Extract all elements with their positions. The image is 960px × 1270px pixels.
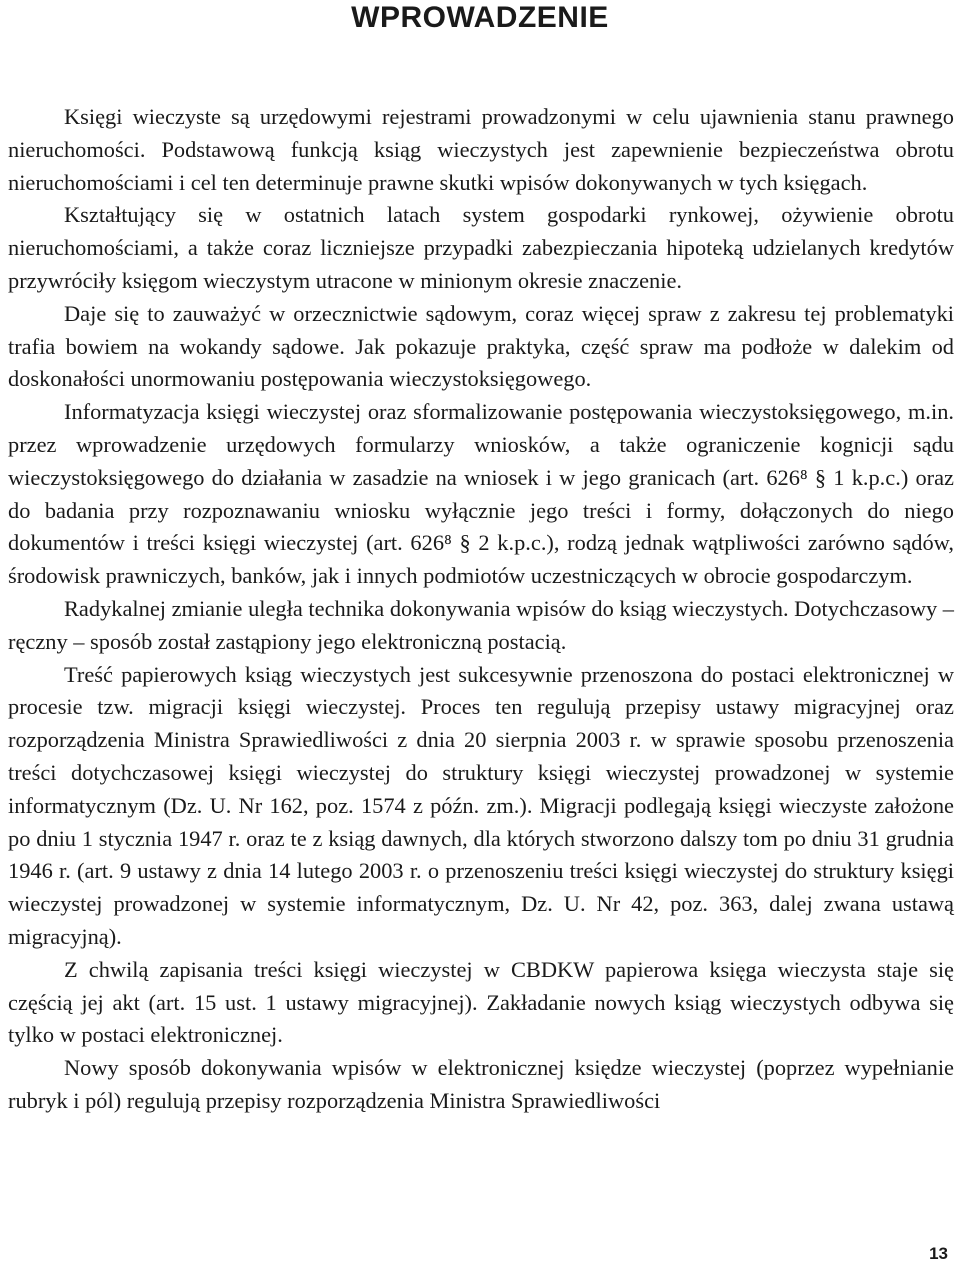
- paragraph-6: Treść papierowych ksiąg wieczystych jest sukcesywnie przenoszona do postaci elektronicznej w procesie tzw. migracji księgi wieczystej. Proces ten regulują przepisy ustawy migracyjnej oraz rozporządzenia Ministra Sprawiedliwości z dnia 20 sierpnia 2003 r. w sprawie sposobu przenoszenia treści dotychczasowej księgi wieczystej do struktury księgi wieczystej prowadzonej w systemie informatycznym (Dz. U. Nr 162, poz. 1574 z późn. zm.). Migracji podlegają księgi wieczyste założone po dniu 1 stycznia 1947 r. oraz te z ksiąg dawnych, dla których stworzono dalszy tom po dniu 31 grudnia 1946 r. (art. 9 ustawy z dnia 14 lutego 2003 r. o przenoszeniu treści księgi wieczystej do struktury księgi wieczystej prowadzonej w systemie informatycznym, Dz. U. Nr 42, poz. 363, dalej zwana ustawą migracyjną).: [8, 661, 954, 949]
- paragraph-1: Księgi wieczyste są urzędowymi rejestrami prowadzonymi w celu ujawnienia stanu prawnego nieruchomości. Podstawową funkcją ksiąg wieczystych jest zapewnienie bezpieczeństwa obrotu nieruchomościami i cel ten determinuje prawne skutki wpisów dokonywanych w tych księgach.: [8, 104, 954, 195]
- paragraph-8: Nowy sposób dokonywania wpisów w elektronicznej księdze wieczystej (poprzez wypełnianie rubryk i pól) regulują przepisy rozporządzenia Ministra Sprawiedliwości: [8, 1055, 954, 1113]
- paragraph-7: Z chwilą zapisania treści księgi wieczystej w CBDKW papierowa księga wieczysta staje się częścią jej akt (art. 15 ust. 1 ustawy migracyjnej). Zakładanie nowych ksiąg wieczystych odbywa się tylko w postaci elektronicznej.: [8, 956, 954, 1048]
- body-text: [8, 101, 954, 1118]
- paragraph-5: Radykalnej zmianie uległa technika dokonywania wpisów do ksiąg wieczystych. Dotychczasowy – ręczny – sposób został zastąpiony jego elektroniczną postacią.: [8, 595, 954, 654]
- page-number: 13: [929, 1244, 948, 1263]
- paragraph-2: Kształtujący się w ostatnich latach system gospodarki rynkowej, ożywienie obrotu nieruchomościami, a także coraz liczniejsze przypadki zabezpieczania hipoteką udzielanych kredytów przywróciły księgom wieczystym utracone w minionym okresie znaczenie.: [8, 202, 954, 293]
- paragraph-4: Informatyzacja księgi wieczystej oraz sformalizowanie postępowania wieczystoksięgowego, m.in. przez wprowadzenie urzędowych formularzy wniosków, a także ograniczenie kognicji sądu wieczystoksięgowego do działania w zasadzie na wniosek i w jego granicach (art. 626⁸ § 1 k.p.c.) oraz do badania przy rozpoznawaniu wniosku wyłącznie jego treści i formy, dołączonych do niego dokumentów i treści księgi wieczystej (art. 626⁸ § 2 k.p.c.), rodzą jednak wątpliwości zarówno sądów, środowisk prawniczych, banków, jak i innych podmiotów uczestniczących w obrocie gospodarczym.: [8, 399, 954, 589]
- chapter-title: WPROWADZENIE: [351, 1, 609, 34]
- paragraph-3: Daje się to zauważyć w orzecznictwie sądowym, coraz więcej spraw z zakresu tej problematyki trafia bowiem na wokandy sądowe. Jak pokazuje praktyka, część spraw ma podłoże w dalekim od doskonałości unormowaniu postępowania wieczystoksięgowego.: [8, 300, 954, 392]
